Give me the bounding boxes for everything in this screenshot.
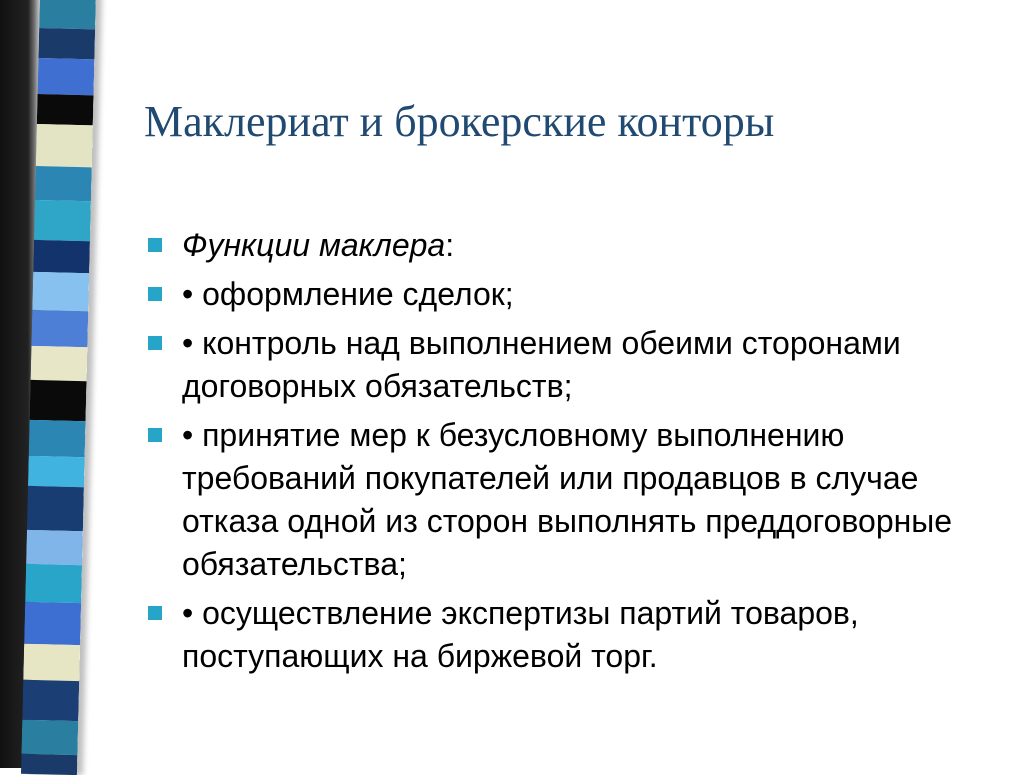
list-item-text: • принятие мер к безусловному выполнению требований покупателей или продавцов в случае отказа одной из сторон выполнять преддоговорные обязательства; xyxy=(182,417,953,582)
ribbon-stripe xyxy=(26,530,83,565)
ribbon-stripe xyxy=(31,310,88,347)
ribbon-stripe xyxy=(31,346,88,381)
list-item-text: • оформление сделок; xyxy=(182,276,514,312)
ribbon-stripe xyxy=(21,754,77,775)
square-bullet-icon xyxy=(148,606,162,620)
ribbon-stripe xyxy=(32,272,89,311)
ribbon-stripe xyxy=(25,564,82,603)
list-item xyxy=(142,224,992,267)
square-bullet-icon xyxy=(148,287,162,301)
ribbon-stripe xyxy=(29,420,86,457)
square-bullet-icon xyxy=(148,238,162,252)
list-item xyxy=(142,414,992,586)
ribbon-stripe xyxy=(24,602,81,645)
ribbon-stripe xyxy=(34,200,91,241)
list-item-text: • осуществление экспертизы партий товаров, поступающих на биржевой торг. xyxy=(182,595,859,674)
list-item xyxy=(142,592,992,678)
square-bullet-icon xyxy=(148,336,162,350)
ribbon-stripe xyxy=(22,680,79,721)
ribbon-stripe xyxy=(37,94,94,125)
decorative-band xyxy=(0,0,120,768)
list-item xyxy=(142,273,992,316)
ribbon-stripe xyxy=(33,240,90,273)
ribbon-stripe xyxy=(30,380,87,421)
ribbon-stripe xyxy=(28,456,85,487)
list-item-text: : xyxy=(445,227,455,263)
ribbon-stripe xyxy=(39,0,96,29)
ribbon-stripe xyxy=(27,486,84,531)
ribbon-stripe xyxy=(36,124,93,167)
list-item-text: • контроль над выполнением обеими сторонами договорных обязательств; xyxy=(182,325,901,404)
list-item xyxy=(142,322,992,408)
ribbon-stripe xyxy=(38,58,95,95)
list-item-italic: Функции маклера xyxy=(182,227,446,263)
ribbon-stripe xyxy=(21,720,78,755)
ribbon-stripe xyxy=(35,166,92,201)
slide-title: Маклериат и брокерские конторы xyxy=(144,97,775,146)
ribbon-stripe xyxy=(23,644,80,681)
square-bullet-icon xyxy=(148,428,162,442)
ribbon-stripe xyxy=(38,28,95,59)
bullet-list xyxy=(142,224,992,684)
